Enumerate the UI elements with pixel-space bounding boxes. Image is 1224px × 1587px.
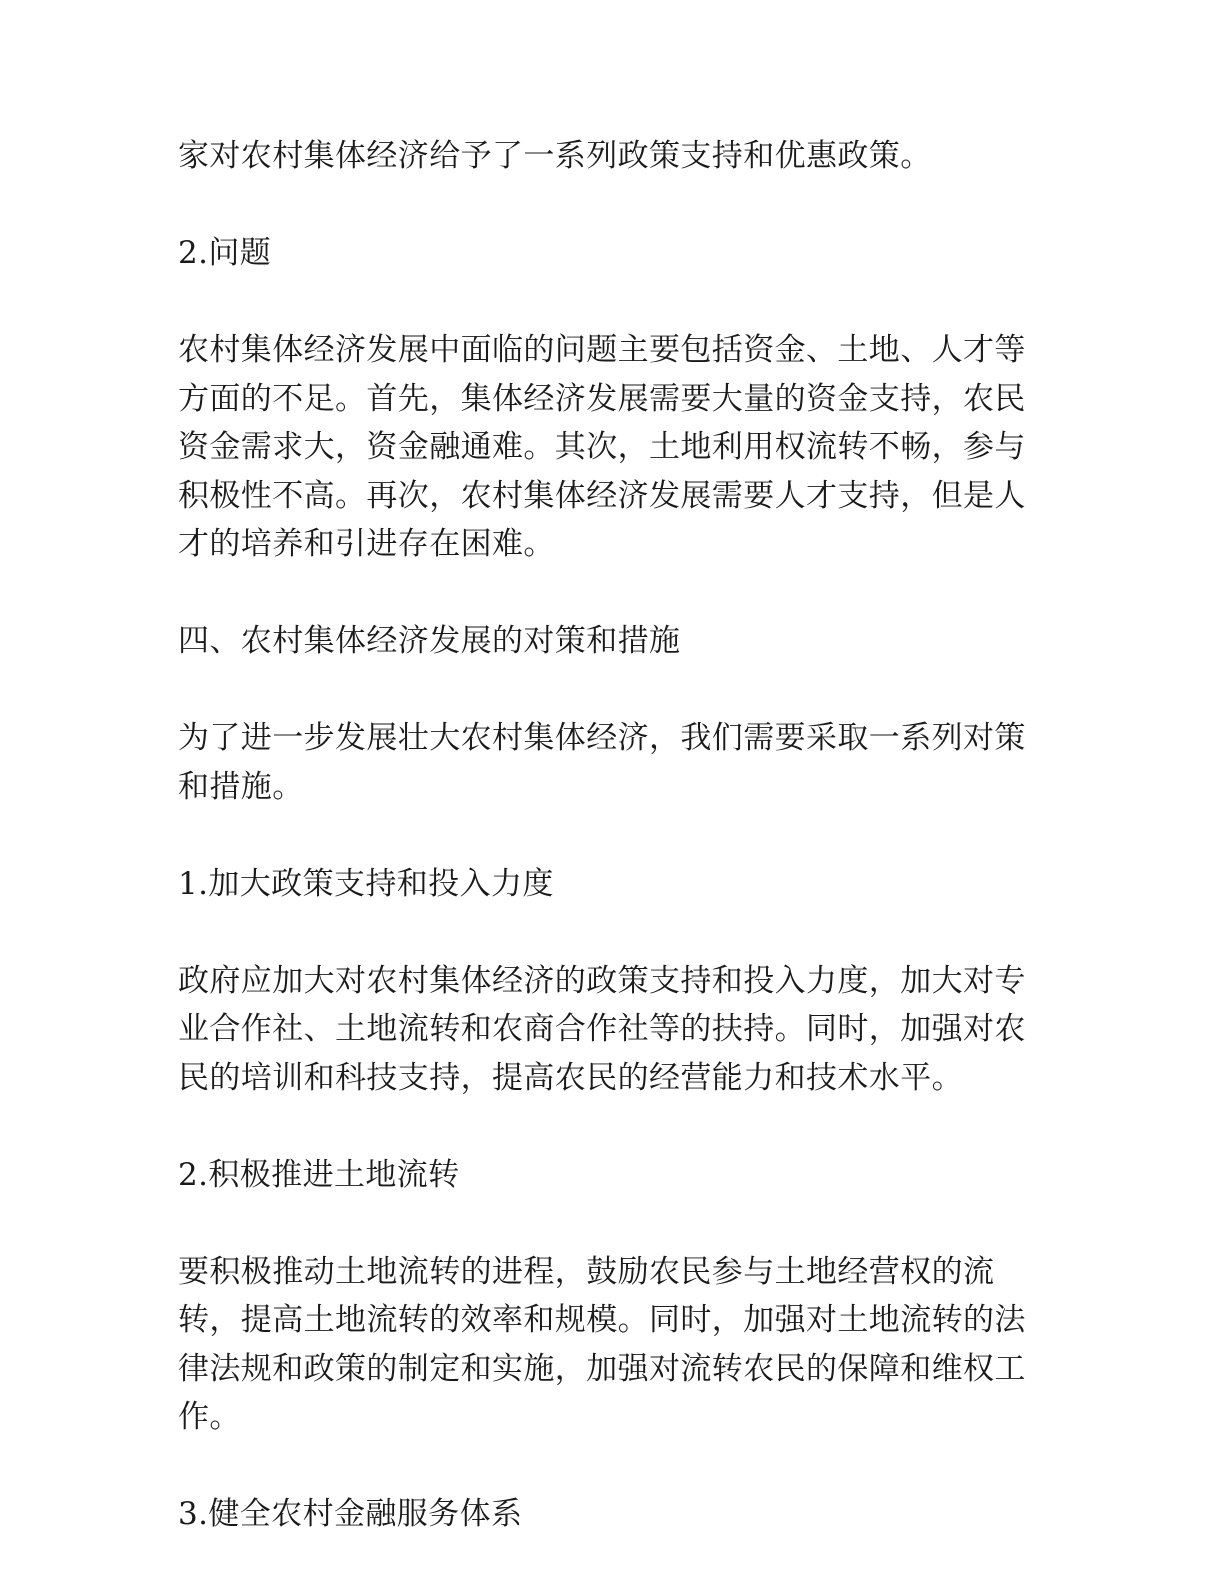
section-heading-countermeasures: 四、农村集体经济发展的对策和措施 (178, 623, 681, 659)
paragraph-policy-support: 政府应加大对农村集体经济的政策支持和投入力度，加大对专业合作社、土地流转和农商合作社等的扶持。同时，加强对农民的培训和科技支持，提高农民的经营能力和技术水平。 (178, 962, 1026, 1096)
document-body (178, 132, 1048, 1587)
paragraph-countermeasures-intro: 为了进一步发展壮大农村集体经济，我们需要采取一系列对策和措施。 (178, 720, 1026, 805)
heading-land-transfer: 2.积极推进土地流转 (178, 1156, 460, 1193)
paragraph-policy-support-tail: 家对农村集体经济给予了一系列政策支持和优惠政策。 (178, 138, 932, 174)
paragraph-problems: 农村集体经济发展中面临的问题主要包括资金、土地、人才等方面的不足。首先，集体经济发展需要大量的资金支持，农民资金需求大，资金融通难。其次，土地利用权流转不畅，参与积极性不高。再次，农村集体经济发展需要人才支持，但是人才的培养和引进存在困难。 (178, 332, 1026, 562)
heading-problems: 2.问题 (178, 235, 272, 271)
heading-policy-support: 1.加大政策支持和投入力度 (178, 865, 554, 902)
paragraph-land-transfer: 要积极推动土地流转的进程，鼓励农民参与土地经营权的流转，提高土地流转的效率和规模。同时，加强对土地流转的法律法规和政策的制定和实施，加强对流转农民的保障和维权工作。 (178, 1253, 1026, 1435)
heading-rural-finance: 3.健全农村金融服务体系 (178, 1496, 523, 1532)
